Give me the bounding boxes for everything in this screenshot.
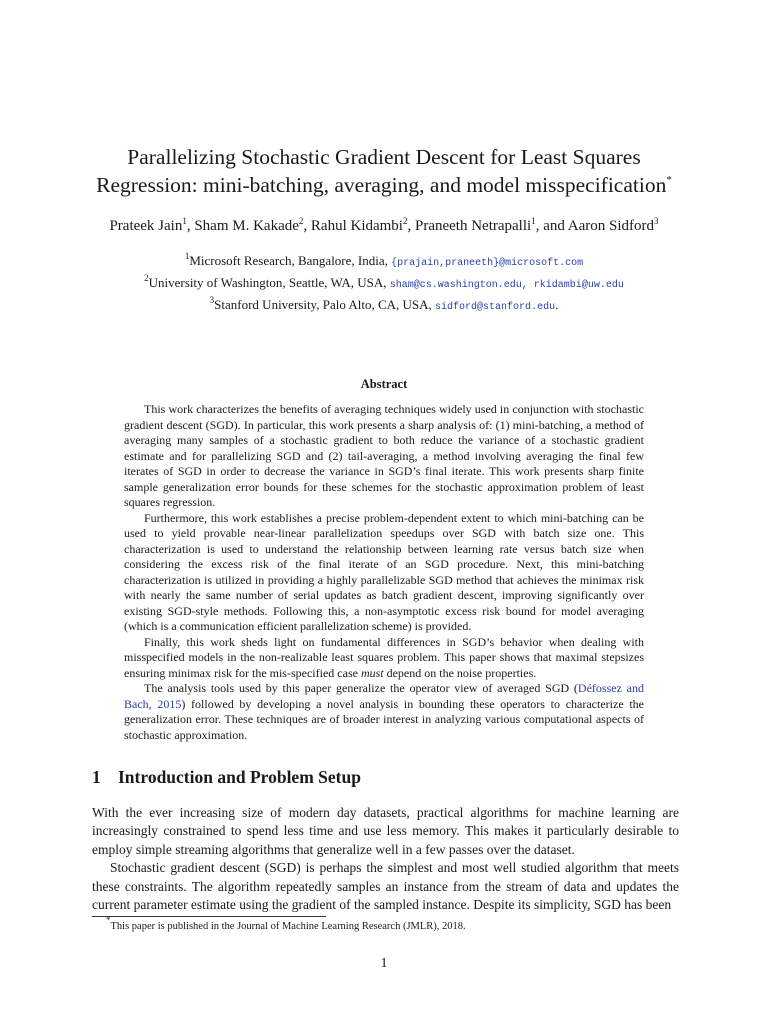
affiliation (40, 251, 728, 273)
email-link[interactable]: sidford@stanford.edu (435, 302, 556, 313)
author (415, 218, 568, 234)
author-separator: , (186, 218, 195, 234)
abstract-text: depend on the noise properties. (383, 665, 537, 680)
section-heading (92, 766, 361, 788)
body-paragraph: With the ever increasing size of modern day datasets, practical algorithms for machine learning are increasingly constrained to spend less time and use less memory. This makes it particularly desirable to employ simple streaming algorithms that generalize well in a few passes over the dataset. (92, 805, 679, 857)
affiliation-text: Stanford University, Palo Alto, CA, USA, (214, 297, 436, 312)
title-line-2 (60, 171, 708, 199)
abstract-paragraph (124, 681, 644, 743)
author-affiliation-number: 3 (654, 216, 659, 226)
author-affiliation-number: 1 (182, 216, 187, 226)
body-text (92, 804, 679, 914)
abstract-paragraph: This work characterizes the benefits of averaging techniques widely used in conjunction with stochastic gradient descent (SGD). In particular, this work presents a sharp analysis of: (1) mini-batching, a method of averaging many samples of a stochastic gradient to both reduce the variance of a stochastic gradient estimate and for parallelizing SGD and (2) tail-averaging, a method involving averaging the final few iterates of SGD in order to decrease the variance in SGD’s final iterate. This work presents sharp finite sample generalization error bounds for these schemes for the stochastic approximation problem of least squares regression. (124, 402, 644, 509)
affiliation-number: 2 (144, 273, 149, 283)
author-separator: , and (535, 218, 568, 234)
section-number: 1 (92, 767, 101, 787)
author (109, 218, 194, 234)
author-separator: , (303, 218, 311, 234)
footnote (92, 915, 693, 934)
title-line-2-text: Regression: mini-batching, averaging, and model misspecification (96, 173, 667, 197)
body-paragraph: Stochastic gradient descent (SGD) is perhaps the simplest and most well studied algorithm that meets these constraints. The algorithm repeatedly samples an instance from the stream of data and updates the current parameter estimate using the gradient of the sampled instance. Despite its simplicity, SGD has been (92, 860, 679, 913)
citation-link[interactable]: Défossez and Bach, 2015 (124, 681, 644, 711)
author-name: Praneeth Netrapalli (414, 218, 532, 234)
author-affiliation-number: 2 (298, 216, 304, 226)
author-name: Prateek Jain (109, 218, 183, 234)
affiliation-text: Microsoft Research, Bangalore, India, (189, 253, 392, 268)
author-affiliation-number: 1 (531, 216, 536, 226)
page-number: 1 (380, 956, 388, 971)
section-title: Introduction and Problem Setup (118, 767, 361, 787)
author (568, 218, 659, 234)
affiliation (40, 295, 728, 317)
abstract-heading: Abstract (360, 377, 408, 391)
paper-title (60, 143, 708, 199)
author-name: Aaron Sidford (567, 218, 655, 234)
footnote-rule (92, 916, 326, 917)
abstract-text: ) followed by developing a novel analysis in bounding these operators to characterize the generalization error. These techniques are of broader interest in analyzing various computational aspects of stochastic approximation. (124, 696, 645, 742)
author-name: Sham M. Kakade (194, 218, 299, 234)
affiliation-number: 1 (184, 251, 190, 261)
footnote-text: This paper is published in the Journal of Machine Learning Research (JMLR), 2018. (110, 921, 466, 932)
affiliation (40, 273, 728, 295)
author-affiliation-number: 2 (402, 216, 408, 226)
affiliation-number: 3 (209, 295, 215, 305)
author (194, 218, 311, 234)
title-line-1: Parallelizing Stochastic Gradient Descent for Least Squares (127, 145, 641, 169)
affiliation-list (40, 251, 728, 317)
title-footnote-marker: * (666, 174, 672, 186)
abstract-paragraph: Furthermore, this work establishes a precise problem-dependent extent to which mini-batching can be used to yield provable near-linear parallelization speedups over SGD with batch size one. This characterization is used to understand the relationship between learning rate versus batch size when considering the excess risk of the final iterate of an SGD procedure. Next, this mini-batching characterization is utilized in providing a highly parallelizable SGD method that achieves the minimax risk with nearly the same number of serial updates as batch gradient descent, improving significantly over existing SGD-style methods. Following this, a non-asymptotic excess risk bound for model averaging (which is a communication efficient parallelization scheme) is provided. (124, 510, 644, 633)
affiliation-end: . (555, 297, 559, 312)
footnote-marker: * (106, 915, 111, 925)
abstract-body (124, 402, 644, 743)
abstract-paragraph (124, 635, 644, 682)
author-name: Rahul Kidambi (310, 218, 403, 234)
emphasis-text: must (360, 665, 384, 680)
abstract-text: Finally, this work sheds light on fundamental differences in SGD’s behavior when dealing with misspecified models in the non-realizable least squares problem. This paper shows that maximal stepsizes ensuring minimax risk for the mis-specified case (124, 634, 644, 680)
affiliation-text: University of Washington, Seattle, WA, USA, (148, 275, 390, 290)
email-link[interactable]: {prajain,praneeth}@microsoft.com (391, 258, 584, 269)
author-separator: , (407, 218, 415, 234)
author (311, 218, 415, 234)
author-list (40, 216, 728, 236)
abstract-text: The analysis tools used by this paper generalize the operator view of averaged SGD ( (144, 681, 578, 695)
email-link[interactable]: sham@cs.washington.edu, rkidambi@uw.edu (389, 280, 624, 291)
